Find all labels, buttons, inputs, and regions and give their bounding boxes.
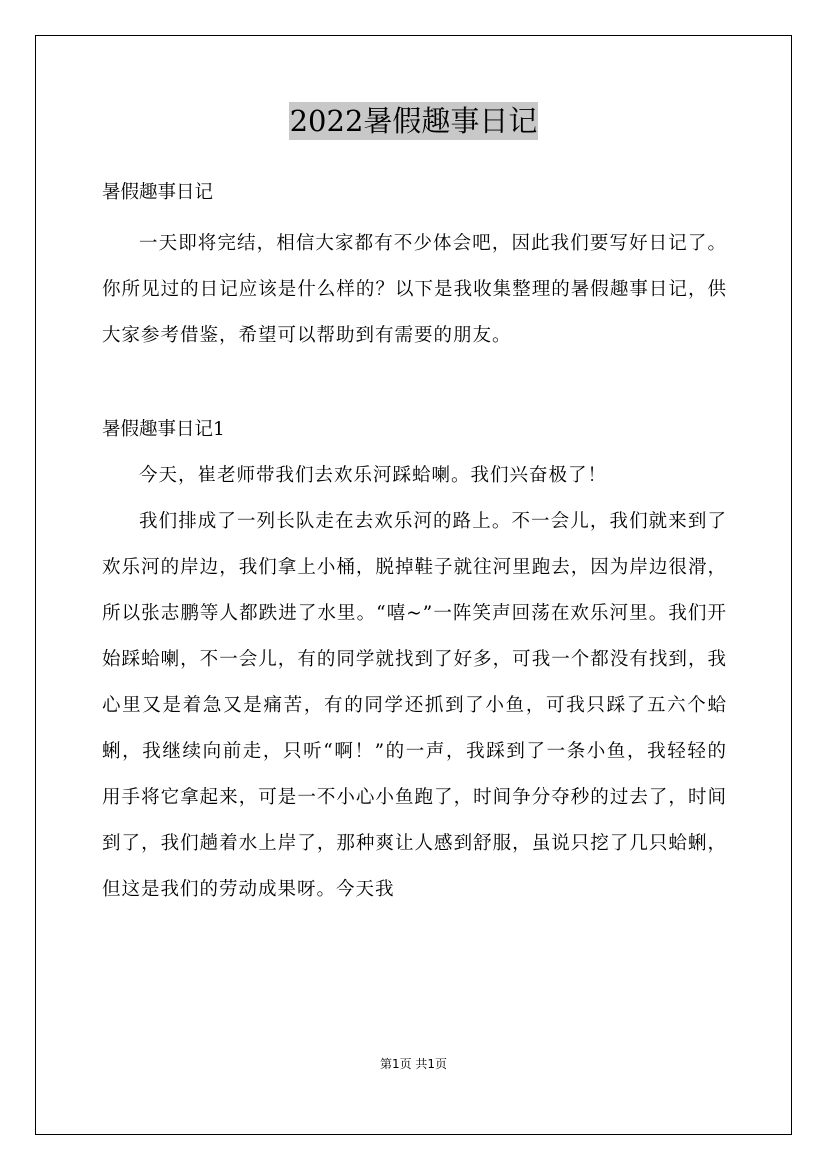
intro-paragraph: 一天即将完结，相信大家都有不少体会吧，因此我们要写好日记了。你所见过的日记应该是什么样的？以下是我收集整理的暑假趣事日记，供大家参考借鉴，希望可以帮助到有需要的朋友。: [102, 233, 727, 346]
document-body: [102, 170, 727, 913]
section-heading-entry: 暑假趣事日记1: [102, 419, 225, 440]
entry-paragraph-1: 今天，崔老师带我们去欢乐河踩蛤喇。我们兴奋极了！: [139, 465, 608, 486]
document-title: 2022暑假趣事日记: [289, 104, 538, 138]
entry-paragraph-2: 我们排成了一列长队走在去欢乐河的路上。不一会儿，我们就来到了欢乐河的岸边，我们拿上小桶，脱掉鞋子就往河里跑去，因为岸边很滑，所以张志鹏等人都跌进了水里。“嘻~”一阵笑声回荡在欢乐河里。我们开始踩蛤喇，不一会儿，有的同学就找到了好多，可我一个都没有找到，我心里又是着急又是痛苦，有的同学还抓到了小鱼，可我只踩了五六个蛤蜊，我继续向前走，只听“啊！”的一声，我踩到了一条小鱼，我轻轻的用手将它拿起来，可是一不小心小鱼跑了，时间争分夺秒的过去了，时间到了，我们趟着水上岸了，那种爽让人感到舒服，虽说只挖了几只蛤蜊，但这是我们的劳动成果呀。今天我: [102, 511, 727, 900]
page-footer: 第1页 共1页: [379, 1057, 448, 1071]
document-title-container: [0, 102, 827, 140]
section-heading-intro: 暑假趣事日记: [102, 182, 214, 203]
